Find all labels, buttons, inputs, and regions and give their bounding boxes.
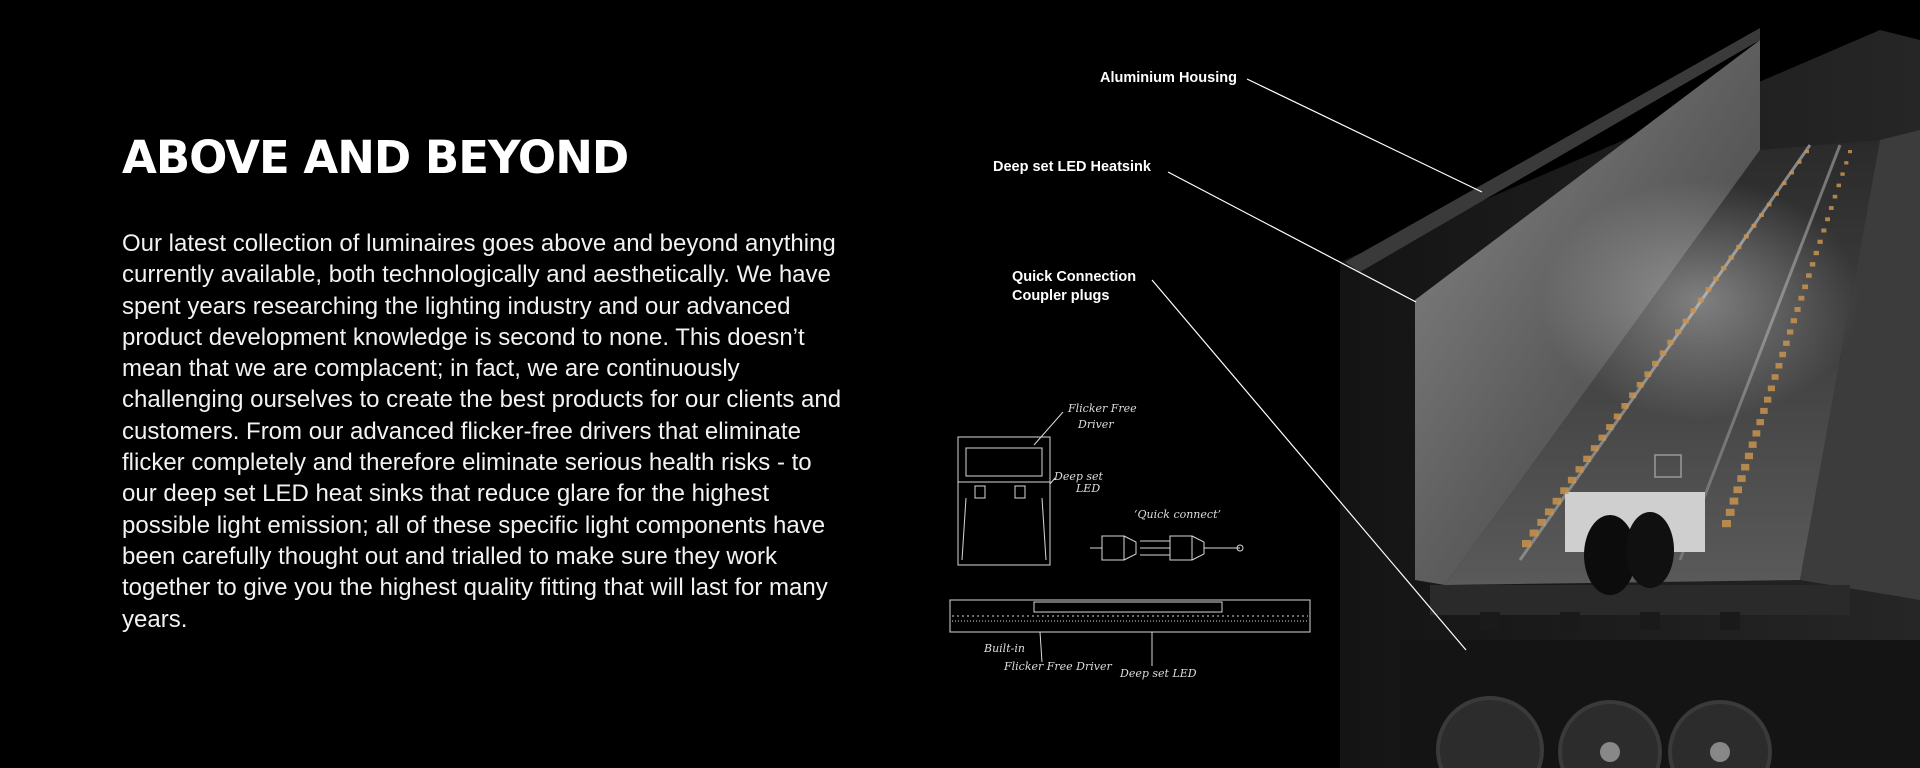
led-chip bbox=[1791, 318, 1797, 323]
led-chip bbox=[1734, 486, 1743, 493]
led-chip bbox=[1745, 453, 1753, 460]
led-chip bbox=[1833, 195, 1838, 199]
led-chip bbox=[1782, 182, 1786, 186]
led-chip bbox=[1837, 184, 1842, 188]
led-chip bbox=[1599, 435, 1607, 441]
sketch-label-built-in: Built-in bbox=[984, 642, 1025, 655]
led-chip bbox=[1629, 392, 1636, 398]
led-chip bbox=[1721, 266, 1727, 270]
led-chip bbox=[1637, 382, 1644, 388]
led-chip bbox=[1772, 374, 1779, 380]
sketch-label-deep-set-led: Deep set LED bbox=[1120, 667, 1197, 680]
sketch-elevation bbox=[950, 600, 1310, 666]
callout-led-heatsink bbox=[993, 158, 1151, 177]
led-chip bbox=[1576, 466, 1584, 472]
led-chip bbox=[1713, 277, 1719, 282]
led-chip bbox=[1821, 229, 1826, 233]
body-line: been carefully thought out and trialled to make sure they work bbox=[122, 542, 778, 570]
led-chip bbox=[1537, 519, 1546, 526]
led-chip bbox=[1606, 424, 1614, 430]
led-chip bbox=[1829, 206, 1834, 210]
led-chip bbox=[1744, 234, 1749, 238]
led-chip bbox=[1568, 477, 1576, 484]
led-chip bbox=[1737, 475, 1745, 482]
led-chip bbox=[1675, 329, 1681, 334]
led-chip bbox=[1776, 363, 1783, 369]
led-chip bbox=[1621, 403, 1628, 409]
led-chip bbox=[1790, 171, 1794, 174]
led-chip bbox=[1698, 298, 1704, 303]
callout-label: Quick Connection bbox=[1012, 269, 1137, 285]
led-chip bbox=[1667, 340, 1673, 345]
luminaire-render bbox=[1340, 28, 1920, 768]
led-chip bbox=[1545, 508, 1554, 515]
sketch-label-led: LED bbox=[1076, 482, 1101, 495]
body-line: spent years researching the lighting industry and our advanced bbox=[122, 292, 791, 320]
led-chip bbox=[1848, 150, 1852, 153]
technical-sketch bbox=[950, 412, 1310, 666]
led-chip bbox=[1798, 296, 1804, 301]
led-chip bbox=[1767, 203, 1772, 207]
led-chip bbox=[1805, 150, 1809, 153]
body-line: currently available, both technologically and aesthetically. We have bbox=[122, 261, 831, 289]
led-chip bbox=[1752, 224, 1757, 228]
led-chip bbox=[1840, 172, 1844, 175]
led-chip bbox=[1760, 408, 1768, 414]
led-chip bbox=[1730, 498, 1739, 505]
callout-label: Aluminium Housing bbox=[1100, 70, 1237, 86]
sketch-label-quick-connect: ‘Quick connect’ bbox=[1134, 508, 1221, 521]
led-chip bbox=[1795, 307, 1801, 312]
led-chip bbox=[1806, 273, 1812, 278]
led-chip bbox=[1729, 255, 1734, 259]
body-line: product development knowledge is second to none. This doesn’t bbox=[122, 323, 805, 351]
led-chip bbox=[1802, 285, 1808, 290]
led-chip bbox=[1774, 192, 1779, 196]
callout-label: Coupler plugs bbox=[1012, 288, 1110, 304]
led-chip bbox=[1825, 217, 1830, 221]
led-chip bbox=[1764, 397, 1771, 403]
led-chip bbox=[1787, 329, 1793, 334]
led-chip bbox=[1553, 498, 1562, 505]
body-line: mean that we are complacent; in fact, we are continuously bbox=[122, 355, 740, 383]
callout-label: Deep set LED Heatsink bbox=[993, 159, 1151, 175]
callout-coupler-plugs bbox=[1012, 268, 1136, 306]
sketch-label-driver: Flicker Free bbox=[1068, 402, 1137, 415]
body-line: customers. From our advanced flicker-free drivers that eliminate bbox=[122, 417, 801, 445]
body-line: together to give you the highest quality fitting that will last for many bbox=[122, 574, 828, 602]
led-chip bbox=[1753, 430, 1761, 436]
led-chip bbox=[1683, 319, 1689, 324]
led-chip bbox=[1644, 371, 1651, 377]
led-chip bbox=[1818, 240, 1823, 244]
led-chip bbox=[1560, 487, 1568, 494]
leader-line-housing bbox=[1247, 79, 1482, 192]
led-chip bbox=[1768, 386, 1775, 392]
led-chip bbox=[1779, 352, 1786, 357]
body-line: years. bbox=[122, 605, 188, 633]
led-chip bbox=[1591, 445, 1599, 451]
led-chip bbox=[1736, 245, 1741, 249]
led-chip bbox=[1814, 251, 1819, 255]
led-chip bbox=[1797, 161, 1801, 164]
led-chip bbox=[1722, 520, 1731, 527]
body-line: Our latest collection of luminaires goes above and beyond anything bbox=[122, 230, 836, 257]
led-chip bbox=[1660, 350, 1667, 355]
body-line: challenging ourselves to create the best products for our clients and bbox=[122, 386, 842, 414]
page-title: ABOVE AND BEYOND bbox=[122, 131, 629, 184]
body-line: possible light emission; all of these specific light components have bbox=[122, 511, 826, 539]
led-chip bbox=[1783, 341, 1790, 346]
body-line: flicker completely and therefore eliminate serious health risks - to bbox=[122, 449, 812, 477]
leader-line-heatsink bbox=[1168, 172, 1416, 302]
sketch-section-outline bbox=[958, 437, 1050, 565]
led-chip bbox=[1583, 456, 1591, 462]
led-chip bbox=[1726, 509, 1735, 516]
led-chip bbox=[1652, 361, 1659, 366]
led-chip bbox=[1614, 414, 1621, 420]
body-line: our deep set LED heat sinks that reduce glare for the highest bbox=[122, 480, 770, 508]
sketch-label-driver: Driver bbox=[1078, 418, 1114, 431]
sketch-label-led: Deep set bbox=[1054, 470, 1103, 483]
led-chip bbox=[1706, 287, 1712, 292]
led-chip bbox=[1741, 464, 1749, 471]
led-chip bbox=[1810, 262, 1816, 266]
led-chip bbox=[1844, 161, 1848, 164]
sketch-label-flicker-free-driver: Flicker Free Driver bbox=[1004, 660, 1112, 673]
led-chip bbox=[1749, 442, 1757, 448]
led-chip bbox=[1690, 308, 1696, 313]
sketch-quick-connect bbox=[1090, 536, 1243, 560]
led-chip bbox=[1522, 540, 1531, 547]
led-chip bbox=[1756, 419, 1764, 425]
led-chip bbox=[1530, 530, 1539, 537]
extrusion-base bbox=[1430, 585, 1850, 615]
callout-aluminium-housing bbox=[1100, 69, 1237, 88]
led-chip bbox=[1759, 213, 1764, 217]
